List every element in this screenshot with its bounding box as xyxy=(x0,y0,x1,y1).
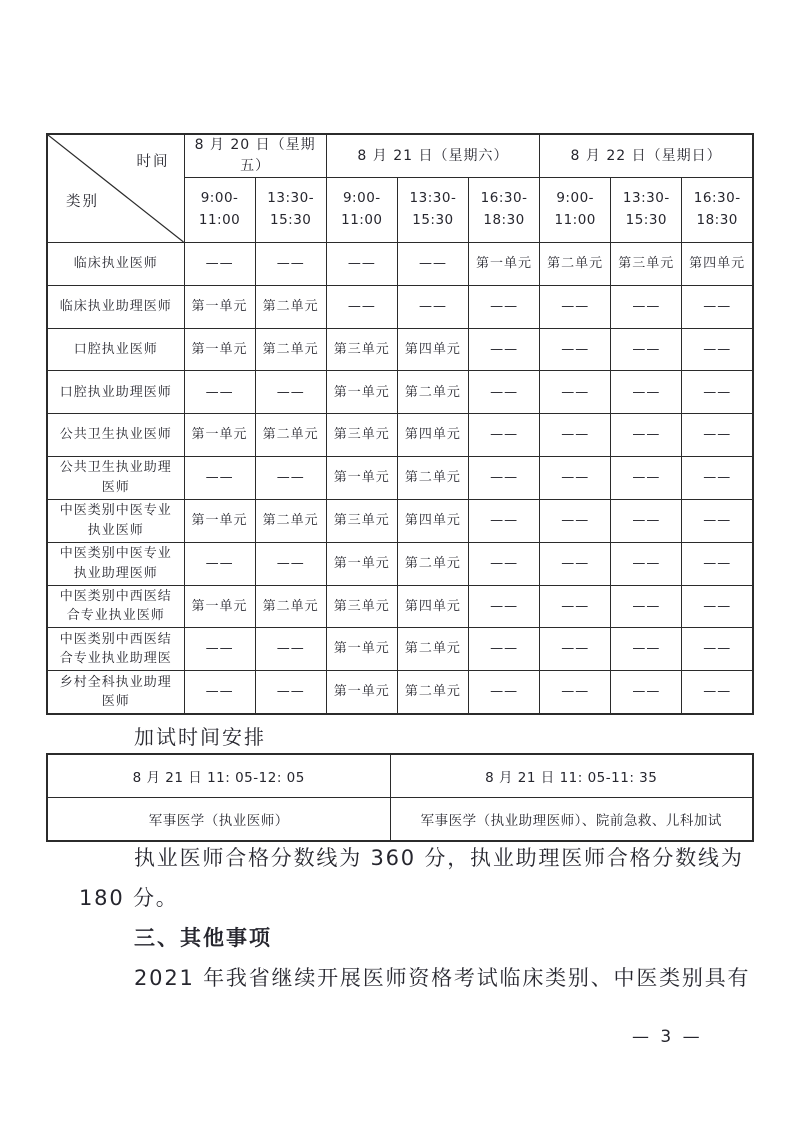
category-label-line: 乡村全科执业助理 xyxy=(59,674,172,690)
schedule-cell: —— xyxy=(611,285,682,328)
schedule-cell: —— xyxy=(682,457,753,500)
corner-time-label: 时间 xyxy=(136,154,170,170)
schedule-cell: —— xyxy=(326,285,397,328)
category-label-line: 口腔执业助理医师 xyxy=(59,384,172,400)
schedule-cell: —— xyxy=(326,243,397,286)
corner-header-cell xyxy=(47,134,184,243)
category-cell xyxy=(47,499,184,542)
time-slot-header xyxy=(255,178,326,243)
time-slot-start: 13:30- xyxy=(622,190,670,207)
schedule-cell: —— xyxy=(682,414,753,457)
extra-subject-cell: 军事医学（执业助理医师）、院前急救、儿科加试 xyxy=(390,798,753,842)
time-slot-end: 11:00 xyxy=(554,212,596,228)
category-label-line: 公共卫生执业助理 xyxy=(59,460,172,476)
schedule-cell: —— xyxy=(540,499,611,542)
schedule-cell: —— xyxy=(540,457,611,500)
schedule-cell: 第二单元 xyxy=(397,371,468,414)
time-slot-header xyxy=(540,178,611,243)
category-label-line: 医师 xyxy=(101,694,130,710)
schedule-cell: 第一单元 xyxy=(326,628,397,671)
schedule-cell: 第四单元 xyxy=(397,328,468,371)
schedule-cell: —— xyxy=(682,585,753,628)
time-slot-start: 9:00- xyxy=(200,190,239,207)
schedule-cell: —— xyxy=(255,542,326,585)
category-label-line: 中医类别中医专业 xyxy=(59,503,172,519)
table-row xyxy=(47,371,753,414)
schedule-cell: —— xyxy=(184,457,255,500)
time-slot-start: 16:30- xyxy=(693,190,741,207)
time-slot-end: 15:30 xyxy=(269,212,312,228)
extra-time-cell: 8 月 21 日 11: 05-11: 35 xyxy=(390,754,753,798)
time-slot-start: 9:00- xyxy=(342,190,381,207)
category-label-line: 中医类别中医专业 xyxy=(59,546,172,562)
schedule-cell: —— xyxy=(255,671,326,714)
schedule-cell: 第一单元 xyxy=(469,243,540,286)
schedule-cell: 第二单元 xyxy=(397,628,468,671)
category-label-line: 临床执业助理医师 xyxy=(59,298,172,314)
schedule-cell: —— xyxy=(611,328,682,371)
schedule-cell: —— xyxy=(469,285,540,328)
schedule-cell: —— xyxy=(184,628,255,671)
schedule-cell: 第三单元 xyxy=(611,243,682,286)
schedule-cell: —— xyxy=(682,542,753,585)
day-header-aug22: 8 月 22 日（星期日） xyxy=(540,134,753,178)
table-row xyxy=(47,628,753,671)
schedule-cell: —— xyxy=(255,243,326,286)
schedule-cell: —— xyxy=(540,628,611,671)
schedule-cell: —— xyxy=(682,371,753,414)
schedule-cell: —— xyxy=(469,371,540,414)
time-slot-header xyxy=(469,178,540,243)
schedule-cell: —— xyxy=(611,457,682,500)
time-slot-header xyxy=(611,178,682,243)
table-row xyxy=(47,542,753,585)
schedule-cell: 第一单元 xyxy=(184,585,255,628)
category-cell xyxy=(47,285,184,328)
extra-exam-table xyxy=(46,753,754,842)
category-label-line: 合专业执业助理医 xyxy=(59,651,172,667)
schedule-cell: 第一单元 xyxy=(184,328,255,371)
category-cell xyxy=(47,328,184,371)
corner-category-label: 类别 xyxy=(66,194,99,210)
time-slot-end: 11:00 xyxy=(341,212,383,228)
schedule-cell: —— xyxy=(469,585,540,628)
category-cell xyxy=(47,585,184,628)
schedule-cell: 第二单元 xyxy=(255,414,326,457)
schedule-cell: —— xyxy=(184,371,255,414)
category-label-line: 合专业执业医师 xyxy=(66,608,165,624)
time-slot-start: 13:30- xyxy=(267,190,315,207)
category-cell xyxy=(47,671,184,714)
schedule-cell: —— xyxy=(540,671,611,714)
extra-exam-title: 加试时间安排 xyxy=(134,725,266,749)
schedule-cell: —— xyxy=(540,542,611,585)
time-slot-header xyxy=(682,178,753,243)
schedule-cell: —— xyxy=(397,285,468,328)
schedule-cell: —— xyxy=(682,328,753,371)
schedule-cell: —— xyxy=(255,457,326,500)
table-row xyxy=(47,499,753,542)
schedule-cell: —— xyxy=(184,671,255,714)
schedule-cell: 第一单元 xyxy=(326,371,397,414)
schedule-cell: 第二单元 xyxy=(255,499,326,542)
day-header-aug21: 8 月 21 日（星期六） xyxy=(326,134,539,178)
schedule-cell: —— xyxy=(682,671,753,714)
schedule-cell: 第一单元 xyxy=(184,499,255,542)
time-slot-start: 9:00- xyxy=(556,190,595,207)
table-row xyxy=(47,328,753,371)
schedule-cell: 第一单元 xyxy=(326,457,397,500)
schedule-cell: —— xyxy=(255,628,326,671)
schedule-cell: —— xyxy=(611,671,682,714)
category-label-line: 口腔执业医师 xyxy=(73,341,158,357)
schedule-cell: 第三单元 xyxy=(326,585,397,628)
schedule-cell: —— xyxy=(611,628,682,671)
time-slot-end: 18:30 xyxy=(483,212,525,228)
schedule-cell: 第二单元 xyxy=(397,542,468,585)
schedule-cell: 第四单元 xyxy=(397,585,468,628)
schedule-cell: —— xyxy=(682,285,753,328)
time-slot-end: 15:30 xyxy=(412,212,454,228)
schedule-cell: 第三单元 xyxy=(326,414,397,457)
category-cell xyxy=(47,628,184,671)
category-cell xyxy=(47,542,184,585)
category-label-line: 公共卫生执业医师 xyxy=(59,427,172,443)
schedule-cell: —— xyxy=(540,328,611,371)
schedule-cell: 第四单元 xyxy=(397,499,468,542)
schedule-cell: 第二单元 xyxy=(255,585,326,628)
schedule-cell: 第二单元 xyxy=(255,285,326,328)
schedule-cell: 第三单元 xyxy=(326,499,397,542)
paragraph-line: 2021 年我省继续开展医师资格考试临床类别、中医类别具有 xyxy=(134,966,751,990)
schedule-cell: —— xyxy=(469,628,540,671)
table-row xyxy=(47,671,753,714)
schedule-cell: —— xyxy=(682,499,753,542)
category-label-line: 中医类别中西医结 xyxy=(59,588,172,604)
schedule-cell: —— xyxy=(540,371,611,414)
category-cell xyxy=(47,371,184,414)
schedule-cell: —— xyxy=(469,542,540,585)
schedule-cell: —— xyxy=(540,285,611,328)
paragraph-line: 执业医师合格分数线为 360 分，执业助理医师合格分数线为 xyxy=(134,846,744,870)
schedule-cell: —— xyxy=(469,328,540,371)
table-row xyxy=(47,798,753,842)
schedule-cell: —— xyxy=(540,585,611,628)
schedule-cell: —— xyxy=(469,457,540,500)
page-number: — 3 — xyxy=(632,1027,703,1047)
schedule-cell: 第四单元 xyxy=(682,243,753,286)
time-slot-start: 13:30- xyxy=(409,190,457,207)
table-row xyxy=(47,754,753,798)
table-row xyxy=(47,585,753,628)
schedule-cell: —— xyxy=(611,371,682,414)
schedule-cell: 第一单元 xyxy=(326,542,397,585)
schedule-cell: 第一单元 xyxy=(184,414,255,457)
schedule-cell: —— xyxy=(469,414,540,457)
schedule-cell: —— xyxy=(469,671,540,714)
table-row xyxy=(47,243,753,286)
extra-subject-cell: 军事医学（执业医师） xyxy=(47,798,390,842)
category-label-line: 执业医师 xyxy=(87,522,144,538)
schedule-cell: —— xyxy=(682,628,753,671)
table-row xyxy=(47,414,753,457)
paragraph-line: 180 分。 xyxy=(79,886,179,910)
category-label-line: 临床执业医师 xyxy=(73,256,158,272)
time-slot-start: 16:30- xyxy=(480,190,528,207)
category-label-line: 中医类别中西医结 xyxy=(59,631,172,647)
schedule-cell: —— xyxy=(184,542,255,585)
time-slot-end: 11:00 xyxy=(198,212,241,228)
day-header-aug20: 8 月 20 日（星期五） xyxy=(184,134,326,178)
time-slot-header xyxy=(184,178,255,243)
section-heading: 三、其他事项 xyxy=(134,926,272,950)
schedule-cell: —— xyxy=(540,414,611,457)
category-label-line: 执业助理医师 xyxy=(73,565,158,581)
schedule-cell: 第二单元 xyxy=(397,671,468,714)
schedule-cell: —— xyxy=(397,243,468,286)
schedule-cell: 第四单元 xyxy=(397,414,468,457)
table-row xyxy=(47,457,753,500)
schedule-cell: 第二单元 xyxy=(397,457,468,500)
category-label-line: 医师 xyxy=(101,479,130,495)
category-cell xyxy=(47,414,184,457)
schedule-cell: 第一单元 xyxy=(184,285,255,328)
time-slot-end: 15:30 xyxy=(625,212,668,228)
schedule-cell: 第三单元 xyxy=(326,328,397,371)
day-header-row xyxy=(47,134,753,178)
extra-time-cell: 8 月 21 日 11: 05-12: 05 xyxy=(47,754,390,798)
table-row xyxy=(47,285,753,328)
category-cell xyxy=(47,457,184,500)
schedule-cell: —— xyxy=(184,243,255,286)
time-slot-header xyxy=(397,178,468,243)
category-cell xyxy=(47,243,184,286)
schedule-cell: —— xyxy=(469,499,540,542)
schedule-cell: —— xyxy=(611,542,682,585)
schedule-cell: —— xyxy=(611,585,682,628)
schedule-cell: —— xyxy=(611,414,682,457)
schedule-cell: 第二单元 xyxy=(255,328,326,371)
schedule-cell: 第二单元 xyxy=(540,243,611,286)
schedule-cell: 第一单元 xyxy=(326,671,397,714)
schedule-cell: —— xyxy=(255,371,326,414)
exam-schedule-table xyxy=(46,133,754,715)
schedule-cell: —— xyxy=(611,499,682,542)
time-slot-header xyxy=(326,178,397,243)
time-slot-end: 18:30 xyxy=(696,212,738,228)
